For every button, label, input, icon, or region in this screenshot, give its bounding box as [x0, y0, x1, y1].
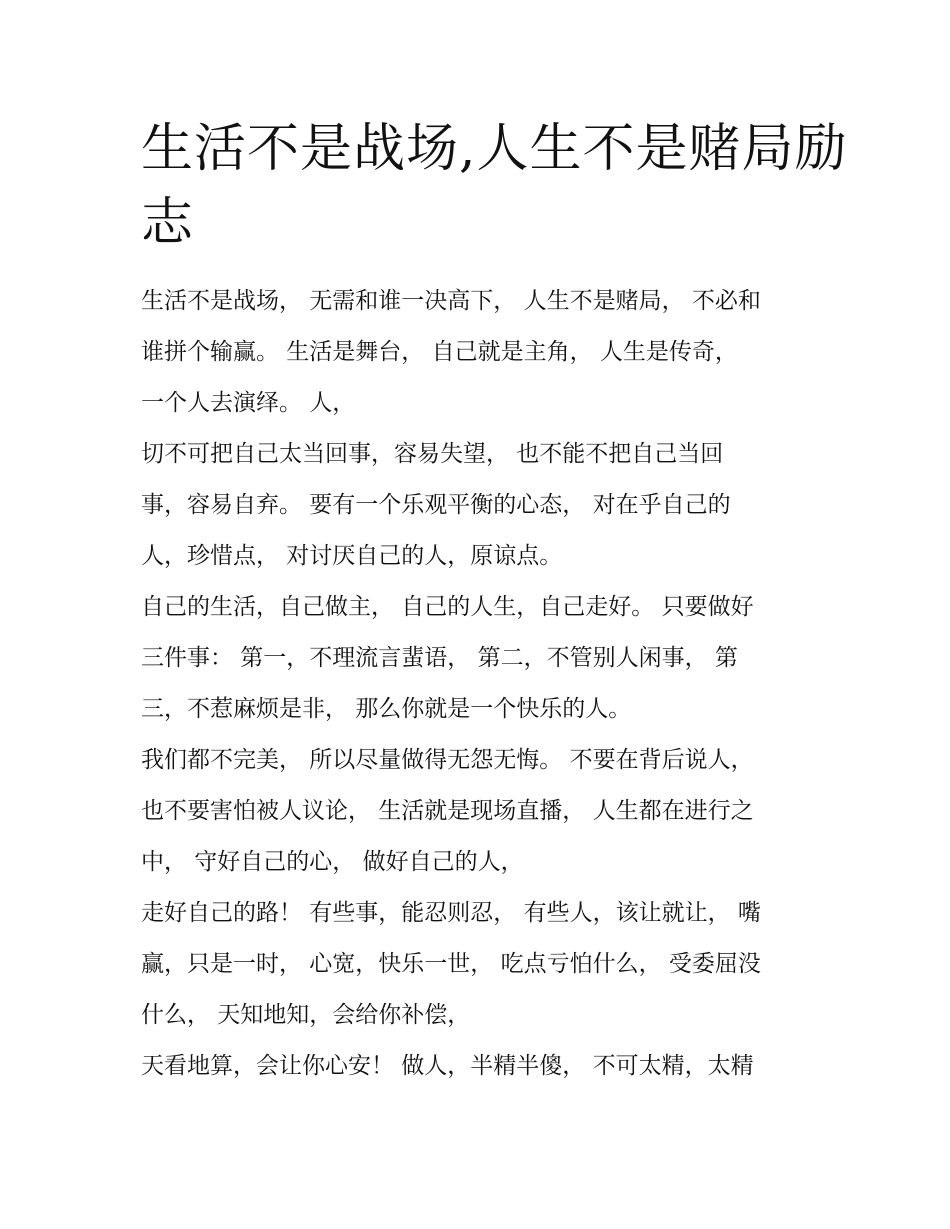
document-body [141, 279, 841, 1095]
body-line: 一个人去演绎。 人， [141, 390, 356, 416]
title-line: 生活不是战场,人生不是赌局励 [141, 119, 848, 179]
body-line: 事，容易自弃。 要有一个乐观平衡的心态， 对在乎自己的 [141, 492, 731, 518]
body-line: 切不可把自己太当回事，容易失望， 也不能不把自己当回 [141, 441, 724, 467]
body-line: 自己的生活，自己做主， 自己的人生，自己走好。 只要做好 [141, 594, 754, 620]
body-line: 走好自己的路！ 有些事，能忍则忍， 有些人，该让就让， 嘴 [141, 900, 761, 926]
body-line: 谁拼个输赢。 生活是舞台， 自己就是主角， 人生是传奇， [141, 339, 738, 365]
body-line: 三件事： 第一，不理流言蜚语， 第二，不管别人闲事， 第 [141, 645, 738, 671]
body-line: 天看地算，会让你心安！ 做人，半精半傻， 不可太精，太精 [141, 1053, 754, 1079]
body-line: 也不要害怕被人议论， 生活就是现场直播， 人生都在进行之 [141, 798, 754, 824]
body-line: 三，不惹麻烦是非， 那么你就是一个快乐的人。 [141, 696, 632, 722]
body-line: 人，珍惜点， 对讨厌自己的人，原谅点。 [141, 543, 563, 569]
body-line: 什么， 天知地知，会给你补偿， [141, 1002, 471, 1028]
document-title [141, 112, 848, 260]
body-line: 赢，只是一时， 心宽，快乐一世， 吃点亏怕什么， 受委屈没 [141, 951, 761, 977]
body-line: 中， 守好自己的心， 做好自己的人， [141, 849, 524, 875]
body-line: 我们都不完美， 所以尽量做得无怨无悔。 不要在背后说人， [141, 747, 754, 773]
body-line: 生活不是战场， 无需和谁一决高下， 人生不是赌局， 不必和 [141, 288, 761, 314]
title-line: 志 [141, 193, 195, 253]
